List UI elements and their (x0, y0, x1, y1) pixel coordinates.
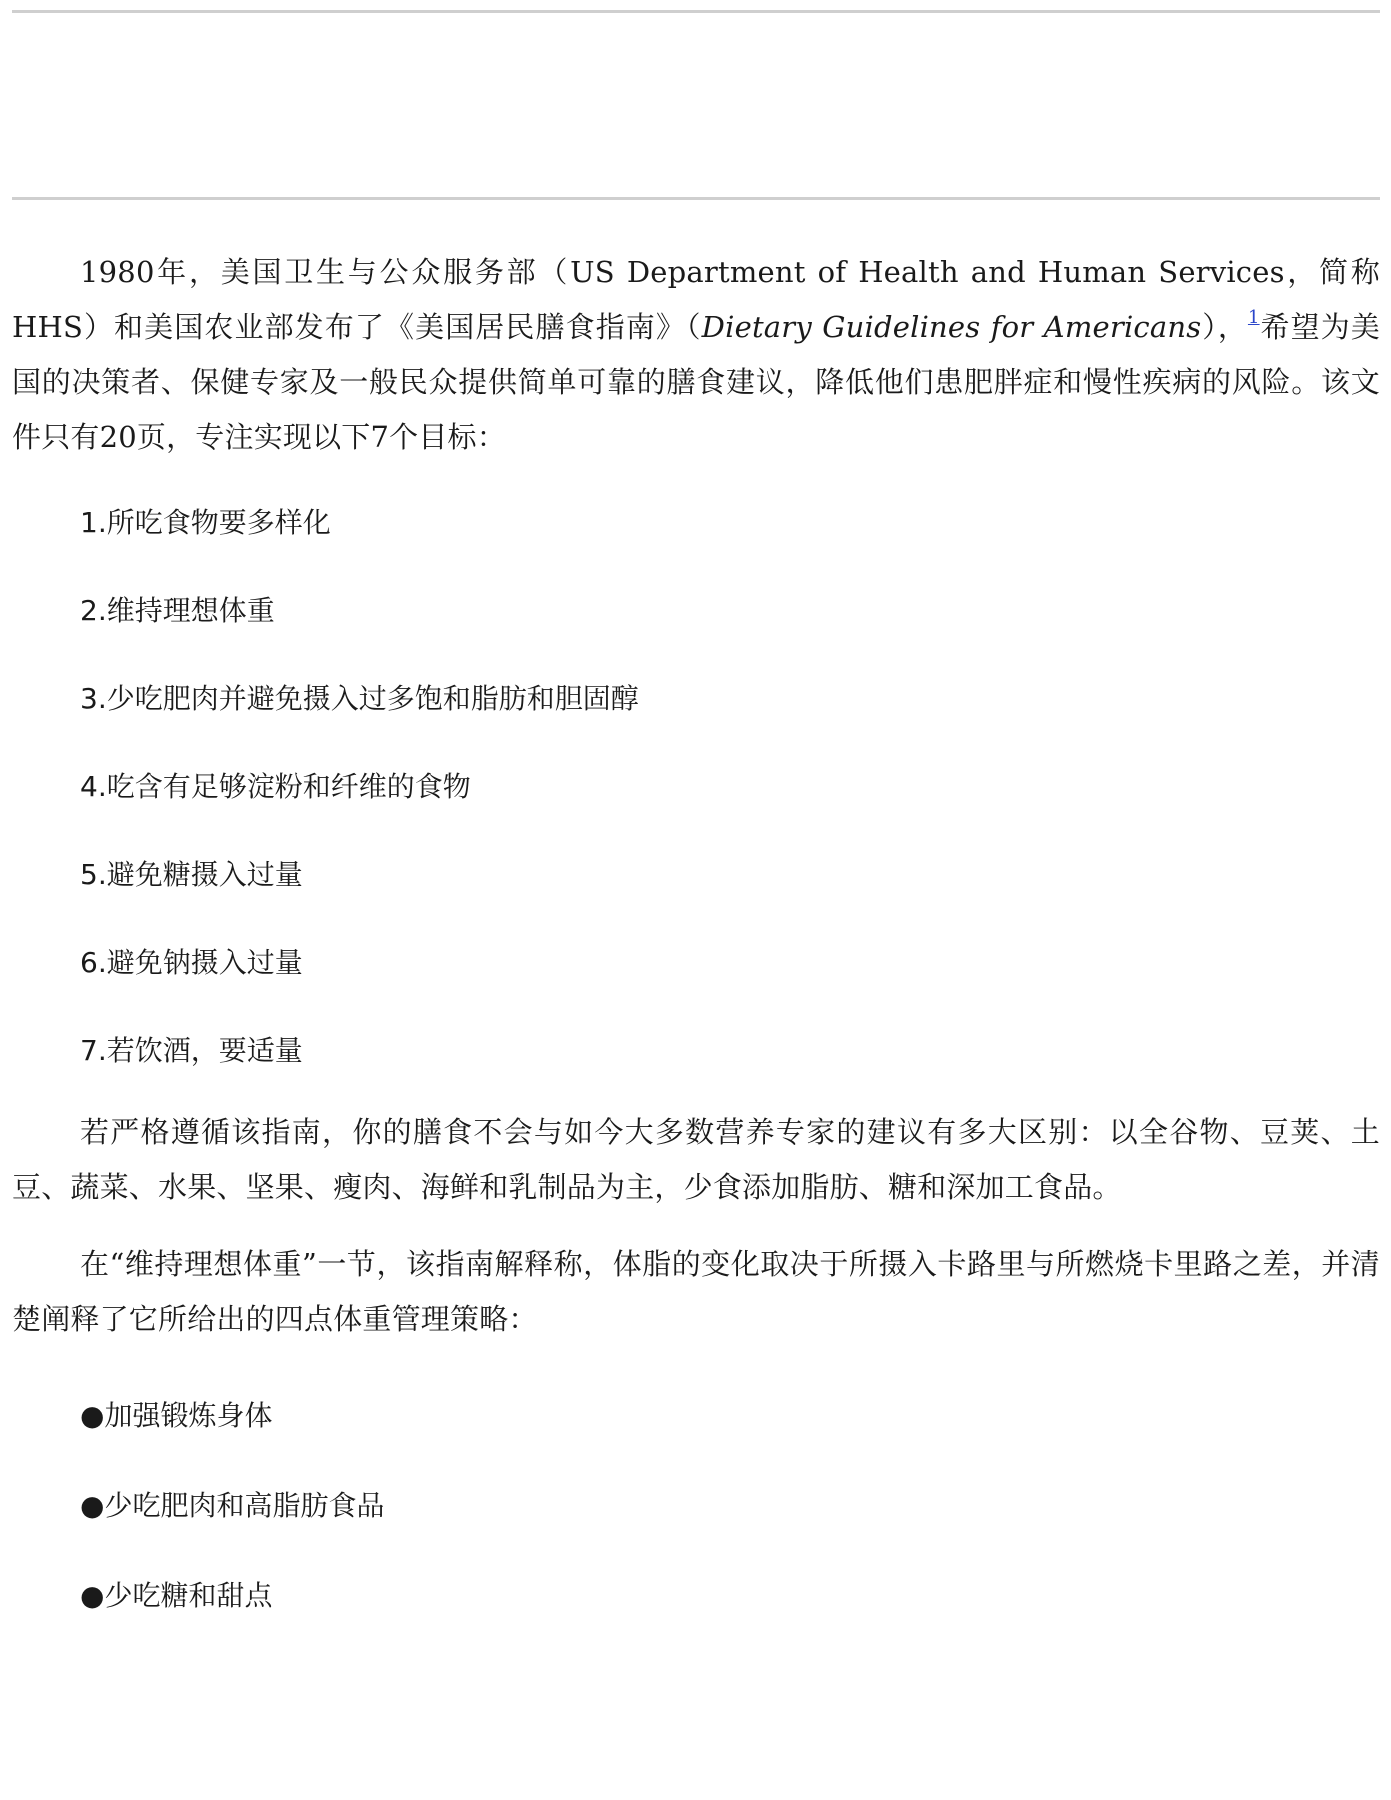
list-item-text: 加强锻炼身体 (104, 1399, 273, 1432)
page-content (12, 245, 1380, 1641)
intro-text-part3: 希望为美国的决策者、保健专家及一般民众提供简单可靠的膳食建议，降低他们患肥胖症和慢性疾病的风险。该文件只有20页，专注实现以下7个目标： (12, 310, 1381, 454)
list-item (12, 1007, 1380, 1095)
list-item (12, 1551, 1380, 1641)
list-marker: 1. (80, 506, 107, 539)
weight-section-paragraph: 在“维持理想体重”一节，该指南解释称，体脂的变化取决于所摄入卡路里与所燃烧卡里路之差，并清楚阐释了它所给出的四点体重管理策略： (12, 1247, 1380, 1336)
list-item-text: 少吃肥肉和高脂肪食品 (104, 1489, 385, 1522)
list-item (12, 1461, 1380, 1551)
intro-text-part2: ）， (1201, 310, 1248, 344)
strategies-list (12, 1371, 1380, 1641)
list-item-text: 维持理想体重 (106, 594, 275, 627)
list-item-text: 若饮酒，要适量 (106, 1034, 303, 1067)
bullet-icon: ● (80, 1579, 105, 1612)
guideline-comparison-paragraph: 若严格遵循该指南，你的膳食不会与如今大多数营养专家的建议有多大区别：以全谷物、豆荚、土豆、蔬菜、水果、坚果、瘦肉、海鲜和乳制品为主，少食添加脂肪、糖和深加工食品。 (12, 1115, 1380, 1204)
list-marker: 7. (80, 1034, 107, 1067)
intro-paragraph (12, 245, 1380, 465)
bullet-icon: ● (80, 1399, 105, 1432)
list-item (12, 743, 1380, 831)
footnote-link[interactable]: 1 (1247, 307, 1260, 328)
list-marker: 2. (80, 594, 107, 627)
intro-text-part1: 1980年，美国卫生与公众服务部（US Department of Health and Human Services，简称HHS）和美国农业部发布了《美国居民膳食指南》（ (12, 255, 1380, 344)
list-item (12, 1371, 1380, 1461)
list-marker: 4. (80, 770, 107, 803)
list-item (12, 479, 1380, 567)
list-item-text: 少吃糖和甜点 (104, 1579, 273, 1612)
list-item-text: 避免钠摄入过量 (106, 946, 303, 979)
list-item-text: 少吃肥肉并避免摄入过多饱和脂肪和胆固醇 (106, 682, 639, 715)
paragraph-spacer (12, 1215, 1380, 1237)
top-divider (12, 10, 1380, 13)
list-item-text: 吃含有足够淀粉和纤维的食物 (106, 770, 471, 803)
list-item-text: 避免糖摄入过量 (106, 858, 303, 891)
goals-list (12, 479, 1380, 1095)
list-item (12, 655, 1380, 743)
list-item (12, 567, 1380, 655)
list-item (12, 919, 1380, 1007)
list-marker: 6. (80, 946, 107, 979)
list-item-text: 所吃食物要多样化 (106, 506, 331, 539)
guidelines-title: Dietary Guidelines for Americans (701, 310, 1202, 344)
header-divider (12, 197, 1380, 200)
list-item (12, 831, 1380, 919)
bullet-icon: ● (80, 1489, 105, 1522)
list-marker: 5. (80, 858, 107, 891)
list-marker: 3. (80, 682, 107, 715)
